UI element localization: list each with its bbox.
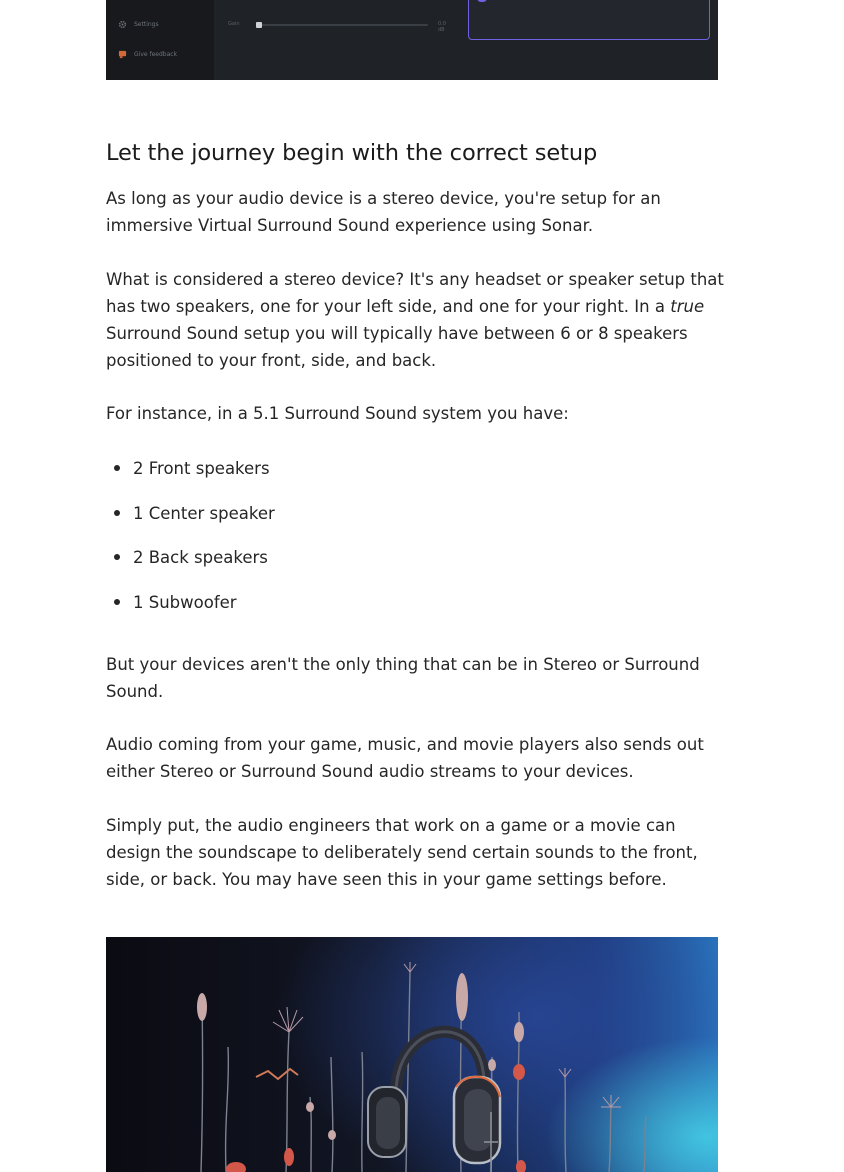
sidebar-item-label: Give feedback [134, 51, 178, 58]
slider-label: Gain [228, 21, 240, 27]
headphones-plants-illustration [106, 937, 718, 1172]
feedback-icon [118, 50, 127, 59]
section-heading: Let the journey begin with the correct setup [106, 140, 598, 166]
paragraph-intro: As long as your audio device is a stereo device, you're setup for an immersive Virtual Surround Sound experience using Sonar. [106, 189, 661, 235]
emphasis-true: true [670, 297, 705, 316]
list-item: 2 Front speakers [106, 455, 275, 500]
slider-track [256, 24, 428, 26]
list-item: 2 Back speakers [106, 544, 275, 589]
sidebar-item-label: Settings [134, 21, 159, 28]
headphones-icon [368, 1032, 500, 1163]
gain-slider [228, 21, 454, 33]
dropdown [228, 0, 454, 4]
list-item: 1 Subwoofer [106, 589, 275, 634]
toggle-icon [477, 0, 487, 2]
hero-image [106, 937, 718, 1172]
slider-knob [256, 22, 262, 28]
list-item: 1 Center speaker [106, 500, 275, 545]
paragraph-devices: But your devices aren't the only thing that can be in Stereo or Surround Sound. [106, 655, 700, 701]
sidebar-item-feedback [118, 50, 177, 59]
slider-value: 0.0 dB [438, 21, 446, 33]
sidebar-item-settings [118, 20, 159, 29]
speaker-list [106, 455, 275, 634]
paragraph-stereo-device: What is considered a stereo device? It's any headset or speaker setup that has two speakers, one for your left side, and one for your right. In a true Surround Sound setup you will typically have between 6 or 8 speakers positioned to your front, side, and back. [106, 270, 724, 370]
paragraph-soundscape: Simply put, the audio engineers that work on a game or a movie can design the soundscape to deliberately send certain sounds to the front, side, or back. You may have seen this in your game settings before. [106, 816, 698, 889]
selected-panel [468, 0, 710, 40]
app-sidebar [106, 0, 214, 80]
sonar-app-screenshot [106, 0, 718, 80]
paragraph-audio-streams: Audio coming from your game, music, and movie players also sends out either Stereo or Surround Sound audio streams to your devices. [106, 735, 704, 781]
paragraph-instance: For instance, in a 5.1 Surround Sound system you have: [106, 404, 569, 423]
gear-icon [118, 20, 127, 29]
